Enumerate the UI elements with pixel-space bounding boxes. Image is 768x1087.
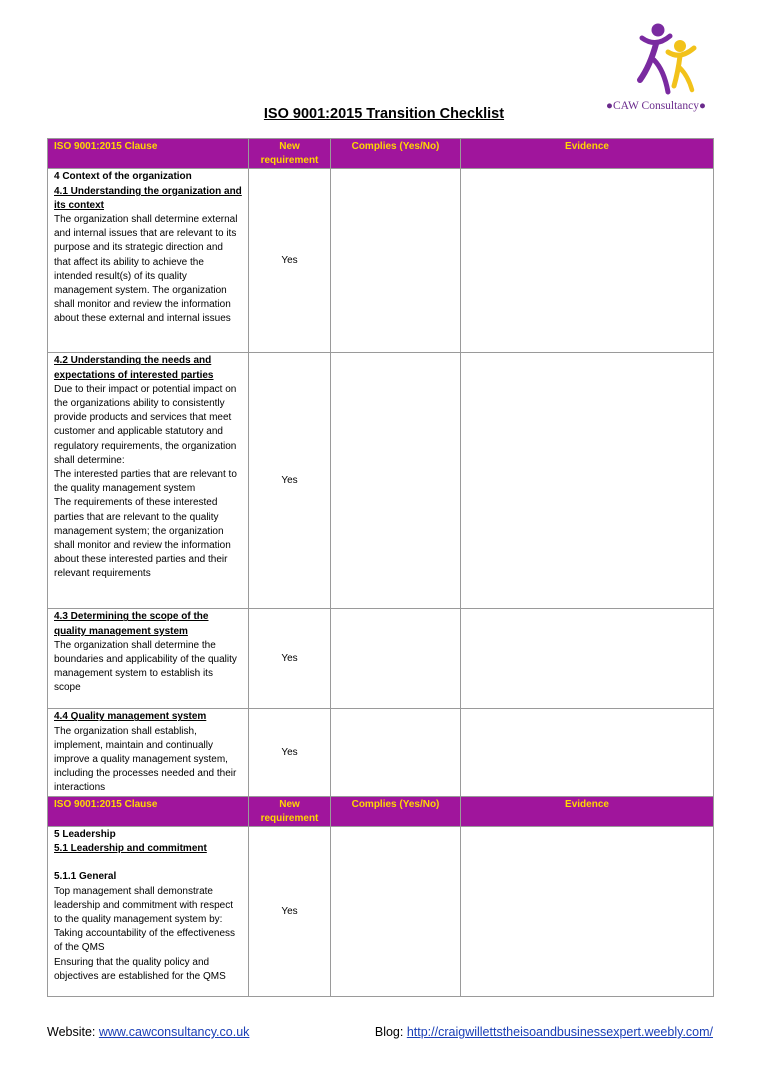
column-header-new-requirement: New requirement xyxy=(249,139,331,169)
clause-text: The organization shall determine the boundaries and applicability of the quality management system to establish its scope xyxy=(54,639,237,694)
clause-cell xyxy=(48,827,249,997)
new-requirement-cell: Yes xyxy=(249,353,331,609)
blog-link[interactable]: http://craigwillettstheisoandbusinessexpert.weebly.com/ xyxy=(406,1025,713,1039)
clause-text: The organization shall determine external and internal issues that are relevant to its purpose and its strategic direction and that affect its ability to achieve the intended result(s) of its quality management system. The organization shall monitor and review the information about these external and internal issues xyxy=(54,214,238,325)
evidence-cell[interactable] xyxy=(461,709,714,796)
column-header-clause: ISO 9001:2015 Clause xyxy=(48,796,249,826)
evidence-cell[interactable] xyxy=(461,353,714,609)
logo-figures-icon xyxy=(620,20,710,100)
complies-cell[interactable] xyxy=(331,609,461,709)
column-header-evidence: Evidence xyxy=(461,796,714,826)
clause-text: Top management shall demonstrate leadership and commitment with respect to the quality management system by: xyxy=(54,885,233,926)
footer-blog xyxy=(375,1025,713,1039)
column-header-clause: ISO 9001:2015 Clause xyxy=(48,139,249,169)
clause-heading: 4.4 Quality management system xyxy=(54,711,207,723)
clause-subheading: 5.1.1 General xyxy=(54,871,117,883)
evidence-cell[interactable] xyxy=(461,609,714,709)
column-header-complies: Complies (Yes/No) xyxy=(331,796,461,826)
clause-cell xyxy=(48,169,249,353)
clause-item: Ensuring that the quality policy and objectives are established for the QMS xyxy=(54,956,226,982)
table-row xyxy=(48,169,714,353)
new-requirement-cell: Yes xyxy=(249,609,331,709)
column-header-evidence: Evidence xyxy=(461,139,714,169)
clause-cell xyxy=(48,353,249,609)
complies-cell[interactable] xyxy=(331,827,461,997)
clause-cell xyxy=(48,709,249,796)
clause-heading: 4.3 Determining the scope of the quality management system xyxy=(54,611,209,637)
clause-heading: 5.1 Leadership and commitment xyxy=(54,843,207,855)
clause-text: Due to their impact or potential impact on the organizations ability to consistently provide products and services that meet customer and applicable statutory and regulatory requirements, the organization shall determine: xyxy=(54,383,237,466)
logo-company-name: ●CAW Consultancy● xyxy=(606,100,706,112)
website-label: Website: xyxy=(47,1025,99,1039)
complies-cell[interactable] xyxy=(331,169,461,353)
document-title: ISO 9001:2015 Transition Checklist xyxy=(263,106,505,122)
evidence-cell[interactable] xyxy=(461,169,714,353)
clause-heading: 4.2 Understanding the needs and expectations of interested parties xyxy=(54,355,214,381)
table-row xyxy=(48,353,714,609)
clause-item: Taking accountability of the effectiveness of the QMS xyxy=(54,928,236,954)
spacer xyxy=(54,856,242,870)
evidence-cell[interactable] xyxy=(461,827,714,997)
table-header-row xyxy=(48,139,714,169)
column-header-new-requirement: New requirement xyxy=(249,796,331,826)
transition-checklist-table xyxy=(47,138,714,997)
company-logo xyxy=(606,20,724,116)
website-link[interactable]: www.cawconsultancy.co.uk xyxy=(98,1025,250,1039)
clause-item: The requirements of these interested parties that are relevant to the quality management system; the organization shall monitor and review the information about these interested parties and their relevant requirements xyxy=(54,497,231,580)
table-row xyxy=(48,827,714,997)
new-requirement-cell: Yes xyxy=(249,169,331,353)
column-header-complies: Complies (Yes/No) xyxy=(331,139,461,169)
clause-section-title: 5 Leadership xyxy=(54,829,116,841)
blog-label: Blog: xyxy=(374,1025,407,1039)
complies-cell[interactable] xyxy=(331,709,461,796)
footer-website xyxy=(47,1025,249,1039)
clause-section-title: 4 Context of the organization xyxy=(54,171,192,183)
clause-item: The interested parties that are relevant to the quality management system xyxy=(54,469,237,495)
clause-text: The organization shall establish, implement, maintain and continually improve a quality management system, including the processes needed and their interactions xyxy=(54,725,237,794)
complies-cell[interactable] xyxy=(331,353,461,609)
clause-heading: 4.1 Understanding the organization and its context xyxy=(54,185,242,211)
clause-cell xyxy=(48,609,249,709)
table-header-row xyxy=(48,796,714,826)
table-row xyxy=(48,609,714,709)
table-row xyxy=(48,709,714,796)
new-requirement-cell: Yes xyxy=(249,827,331,997)
new-requirement-cell: Yes xyxy=(249,709,331,796)
